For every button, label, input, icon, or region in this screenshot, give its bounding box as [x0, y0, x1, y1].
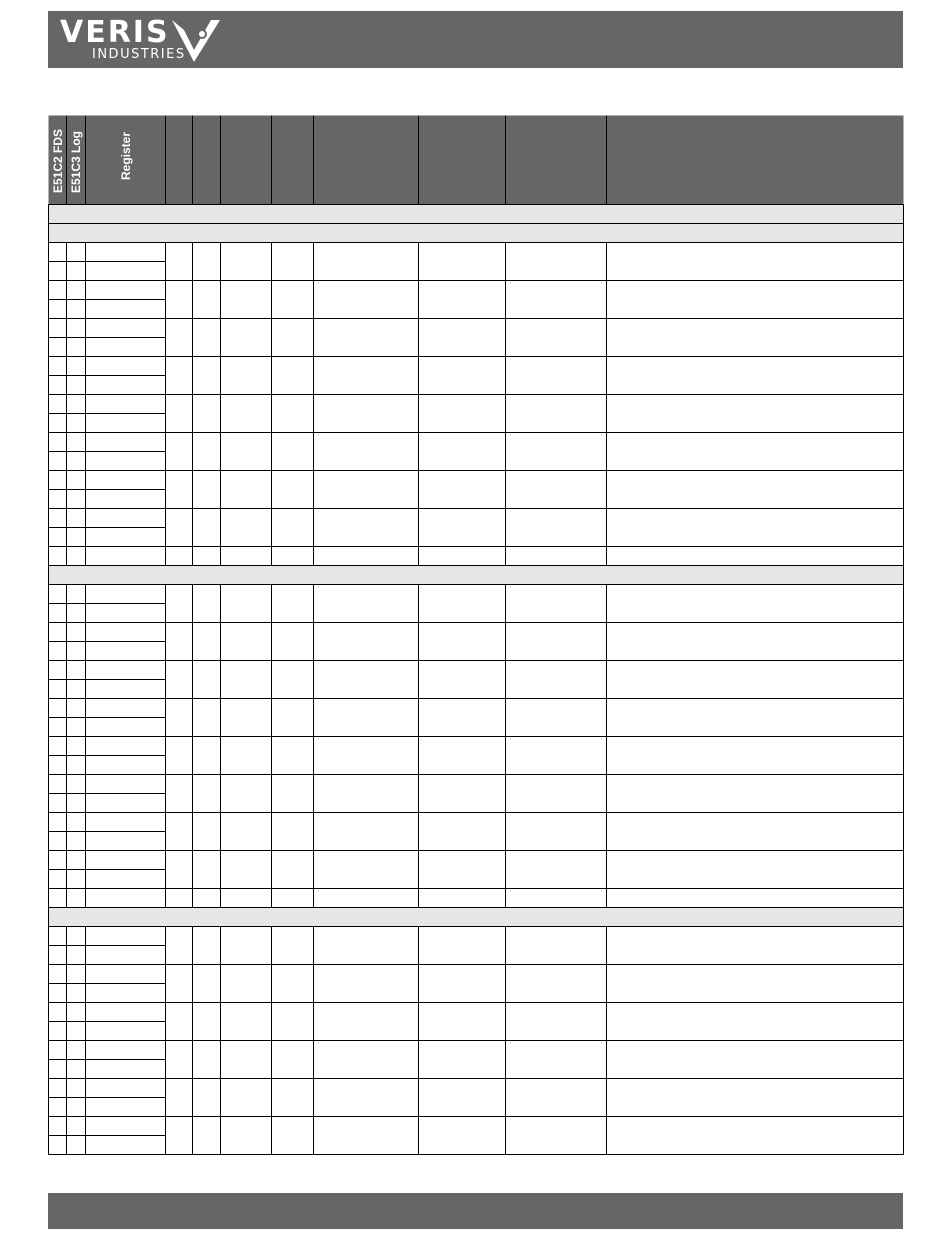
- header-label-log: E51C3 Log: [69, 130, 83, 193]
- section-band: [49, 224, 904, 243]
- footer-bar: [48, 1193, 903, 1229]
- logo-subtitle: INDUSTRIES: [92, 47, 186, 62]
- table-header: [49, 116, 904, 205]
- section-band: [49, 566, 904, 585]
- header-label-fds: E51C2 FDS: [51, 128, 65, 193]
- section-band: [49, 908, 904, 927]
- logo-wordmark: VERIS: [60, 15, 170, 50]
- spacer-band: [49, 205, 904, 224]
- header-label-register: Register: [119, 131, 133, 180]
